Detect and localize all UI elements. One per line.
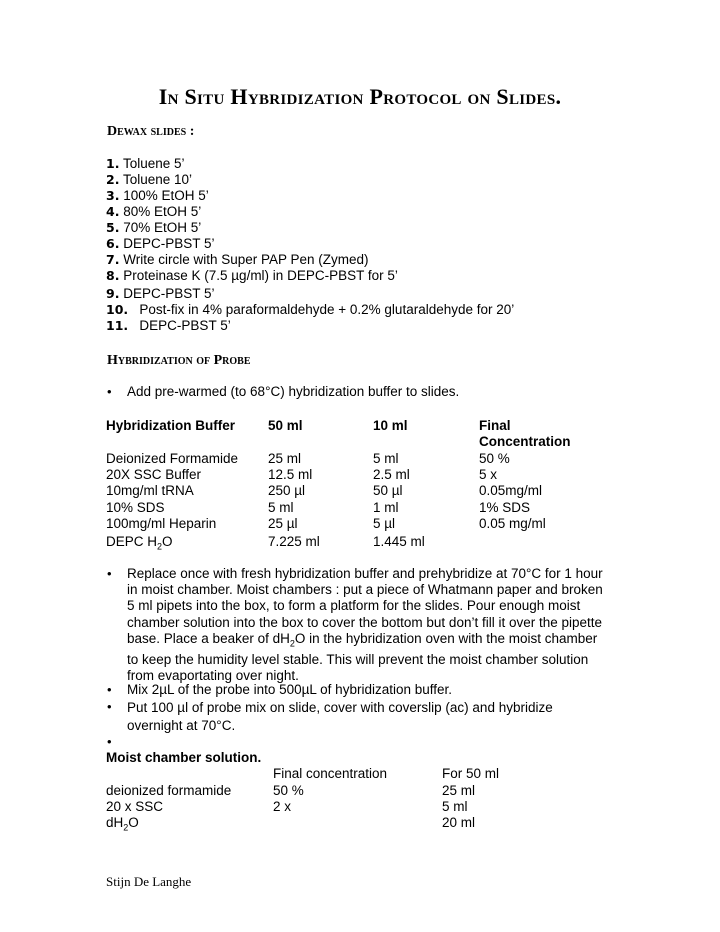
step-text: Post-fix in 4% paraformaldehyde + 0.2% glutaraldehyde for 20’ bbox=[139, 302, 515, 317]
table-cell bbox=[106, 815, 139, 836]
step-text: Toluene 5’ bbox=[122, 156, 185, 171]
bullet-marker: • bbox=[107, 699, 112, 714]
table-cell: 250 µl bbox=[268, 483, 306, 498]
step-number: 7. bbox=[106, 252, 120, 267]
subscript: 2 bbox=[157, 541, 163, 552]
subscript: 2 bbox=[289, 638, 295, 649]
bullet-marker: • bbox=[107, 384, 112, 399]
bullet-marker: • bbox=[107, 734, 112, 749]
table-cell: 0.05 mg/ml bbox=[479, 516, 546, 531]
table-cell: 12.5 ml bbox=[268, 467, 313, 482]
table-cell: 0.05mg/ml bbox=[479, 483, 543, 498]
table-cell: 20 x SSC bbox=[106, 799, 164, 814]
step-number: 2. bbox=[106, 172, 120, 187]
table-cell: 50 % bbox=[479, 451, 510, 466]
table-cell: 25 ml bbox=[268, 451, 302, 466]
table-header: Final bbox=[479, 418, 511, 433]
moist-chamber-heading: Moist chamber solution. bbox=[106, 750, 262, 765]
cell-text: O bbox=[128, 815, 139, 830]
paragraph-text: O in the hybridization oven with the moist chamber to keep the humidity level stable. This will prevent the moist chamber solution from evaportating over night. bbox=[127, 630, 598, 683]
table-cell: 25 µl bbox=[268, 516, 298, 531]
step-number: 3. bbox=[106, 188, 120, 203]
list-item bbox=[106, 188, 209, 204]
step-text: DEPC-PBST 5’ bbox=[123, 236, 215, 251]
table-header: Hybridization Buffer bbox=[106, 418, 236, 433]
table-cell: 5 ml bbox=[373, 451, 399, 466]
bullet-marker: • bbox=[107, 566, 112, 581]
table-cell: 20X SSC Buffer bbox=[106, 467, 202, 482]
subscript: 2 bbox=[123, 822, 129, 833]
dewax-heading: Dewax slides : bbox=[107, 124, 195, 139]
table-cell: 1% SDS bbox=[479, 500, 531, 515]
list-item bbox=[106, 252, 369, 268]
list-item bbox=[106, 318, 231, 334]
table-cell: 50 % bbox=[273, 783, 304, 798]
list-item bbox=[106, 204, 201, 220]
step-number: 4. bbox=[106, 204, 120, 219]
list-item bbox=[106, 220, 201, 236]
table-header: For 50 ml bbox=[442, 766, 500, 781]
step-text: DEPC-PBST 5’ bbox=[123, 286, 215, 301]
table-cell: 2.5 ml bbox=[373, 467, 410, 482]
table-cell: deionized formamide bbox=[106, 783, 232, 798]
paragraph-text: Replace once with fresh hybridization buffer and prehybridize at 70°C for 1 hour in moist chamber. Moist chambers : put a piece of Whatmann paper and broken 5 ml pipets into the box, to form a platform for the slides. Pour enough moist chamber solution into the box to cover the bottom but don’t fill it over the pipette base. Place a beaker of dH bbox=[127, 566, 603, 646]
table-cell: 5 ml bbox=[268, 500, 294, 515]
table-header: 10 ml bbox=[373, 418, 408, 433]
table-cell: 10mg/ml tRNA bbox=[106, 483, 194, 498]
step-number: 10. bbox=[106, 302, 129, 317]
step-text: 80% EtOH 5’ bbox=[123, 204, 202, 219]
step-text: 100% EtOH 5’ bbox=[123, 188, 209, 203]
list-item bbox=[106, 268, 398, 284]
list-item bbox=[106, 156, 185, 172]
step-text: Toluene 10’ bbox=[122, 172, 193, 187]
table-cell: 20 ml bbox=[442, 815, 476, 830]
table-cell: 100mg/ml Heparin bbox=[106, 516, 217, 531]
table-header: Concentration bbox=[479, 434, 571, 449]
list-item bbox=[106, 286, 215, 302]
table-cell: Deionized Formamide bbox=[106, 451, 239, 466]
table-cell: 5 ml bbox=[442, 799, 468, 814]
bullet-text: Mix 2µL of the probe into 500µL of hybridization buffer. bbox=[127, 682, 453, 697]
bullet-text: Add pre-warmed (to 68°C) hybridization buffer to slides. bbox=[127, 384, 460, 399]
list-item bbox=[106, 236, 215, 252]
footer-author: Stijn De Langhe bbox=[106, 874, 192, 889]
bullet-paragraph: Put 100 µl of probe mix on slide, cover with coverslip (ac) and hybridize overnight at 70°C. bbox=[127, 700, 553, 733]
step-text: Proteinase K (7.5 µg/ml) in DEPC-PBST for 5’ bbox=[123, 268, 398, 283]
step-number: 8. bbox=[106, 268, 120, 283]
table-cell: 7.225 ml bbox=[268, 534, 320, 549]
cell-text: DEPC H bbox=[106, 534, 158, 549]
step-number: 6. bbox=[106, 236, 120, 251]
bullet-paragraph bbox=[127, 566, 605, 684]
step-number: 5. bbox=[106, 220, 120, 235]
page-title: In Situ Hybridization Protocol on Slides. bbox=[158, 84, 562, 109]
list-item bbox=[106, 302, 514, 318]
hybridization-heading: Hybridization of Probe bbox=[107, 353, 251, 368]
list-item bbox=[106, 172, 192, 188]
table-header: Final concentration bbox=[273, 766, 388, 781]
table-header: 50 ml bbox=[268, 418, 303, 433]
cell-text: dH bbox=[106, 815, 124, 830]
step-text: 70% EtOH 5’ bbox=[123, 220, 202, 235]
step-text: Write circle with Super PAP Pen (Zymed) bbox=[123, 252, 369, 267]
table-cell: 1.445 ml bbox=[373, 534, 425, 549]
cell-text: O bbox=[162, 534, 173, 549]
table-cell: 10% SDS bbox=[106, 500, 165, 515]
table-cell: 2 x bbox=[273, 799, 292, 814]
step-number: 1. bbox=[106, 156, 120, 171]
table-cell bbox=[106, 534, 173, 555]
bullet-marker: • bbox=[107, 682, 112, 697]
table-cell: 25 ml bbox=[442, 783, 476, 798]
table-cell: 1 ml bbox=[373, 500, 399, 515]
table-cell: 5 x bbox=[479, 467, 498, 482]
table-cell: 50 µl bbox=[373, 483, 403, 498]
step-text: DEPC-PBST 5’ bbox=[139, 318, 231, 333]
step-number: 9. bbox=[106, 286, 120, 301]
step-number: 11. bbox=[106, 318, 129, 333]
table-cell: 5 µl bbox=[373, 516, 396, 531]
